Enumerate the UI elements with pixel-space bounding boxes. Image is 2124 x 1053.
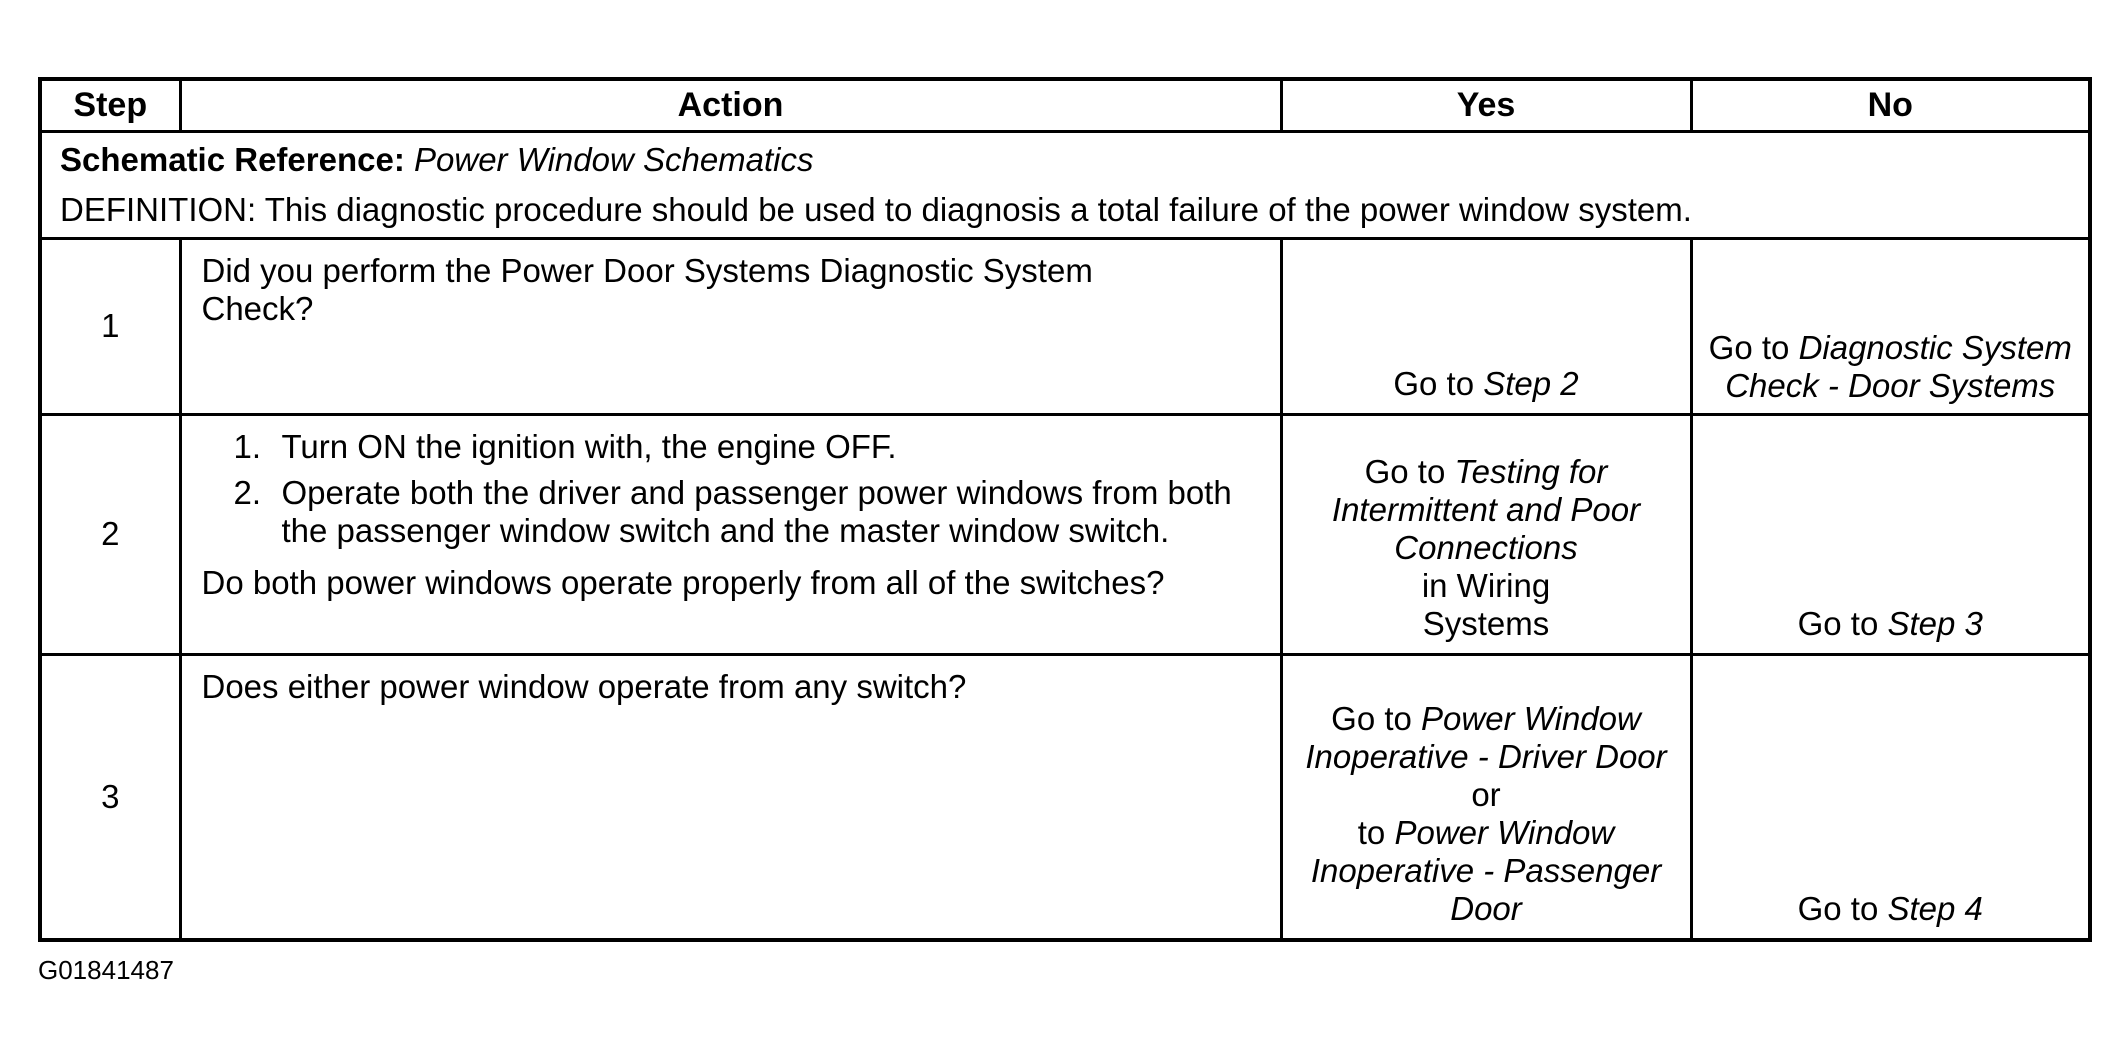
step-number: 1	[40, 238, 180, 414]
step-3-yes-connector: or	[1471, 776, 1501, 813]
info-row	[40, 131, 2090, 238]
step-3-no-prefix: Go to	[1797, 890, 1879, 927]
step-1-yes-link[interactable]: Step 2	[1483, 364, 1579, 402]
step-3-action	[180, 654, 1281, 940]
list-item	[234, 428, 1266, 466]
step-1-no	[1691, 238, 2090, 414]
step-2-yes	[1281, 414, 1691, 654]
step-1-action	[180, 238, 1281, 414]
definition-text: DEFINITION: This diagnostic procedure should be used to diagnosis a total failure of the power window system.	[60, 190, 1692, 228]
step-row-3	[40, 654, 2090, 940]
schematic-reference-label: Schematic Reference:	[60, 140, 405, 178]
step-3-no-link[interactable]: Step 4	[1887, 890, 1983, 927]
info-cell	[40, 131, 2090, 238]
substep-number: 1.	[233, 427, 262, 465]
step-1-no-prefix: Go to	[1708, 328, 1790, 366]
step-2-no	[1691, 414, 2090, 654]
step-1-yes-prefix: Go to	[1393, 364, 1475, 402]
substep-text: Turn ON the ignition with, the engine OFF.	[281, 427, 897, 465]
step-3-no	[1691, 654, 2090, 940]
substep-number: 2.	[233, 473, 262, 511]
step-1-question: Did you perform the Power Door Systems Diagnostic System Check?	[201, 251, 1093, 327]
list-item	[234, 474, 1266, 550]
step-2-yes-suffix: in Wiring Systems	[1421, 566, 1551, 642]
step-3-yes-link-passenger[interactable]: Power Window Inoperative - Passenger Door	[1310, 814, 1662, 927]
step-2-no-link[interactable]: Step 3	[1887, 604, 1983, 642]
step-2-action	[180, 414, 1281, 654]
step-3-yes-link-driver[interactable]: Power Window Inoperative - Driver Door	[1305, 700, 1667, 775]
figure-id: G01841487	[38, 955, 174, 985]
step-2-substeps	[202, 428, 1266, 558]
header-row	[40, 79, 2090, 131]
header-step: Step	[40, 79, 180, 131]
schematic-reference-link[interactable]: Power Window Schematics	[414, 140, 814, 178]
header-action: Action	[180, 79, 1281, 131]
diagnostic-table	[38, 77, 2092, 942]
step-3-yes-prefix: Go to	[1331, 700, 1412, 737]
step-2-yes-prefix: Go to	[1364, 452, 1446, 490]
step-1-no-link[interactable]: Diagnostic System Check - Door Systems	[1725, 328, 2072, 404]
step-number: 2	[40, 414, 180, 654]
step-row-1	[40, 238, 2090, 414]
step-number: 3	[40, 654, 180, 940]
header-yes: Yes	[1281, 79, 1691, 131]
step-3-yes-prefix2: to	[1357, 814, 1386, 851]
step-2-no-prefix: Go to	[1797, 604, 1879, 642]
schematic-reference	[60, 135, 2070, 185]
step-2-yes-link[interactable]: Testing for Intermittent and Poor Connections	[1331, 452, 1641, 566]
step-3-yes	[1281, 654, 1691, 940]
step-3-question: Does either power window operate from any switch?	[201, 667, 967, 705]
header-no: No	[1691, 79, 2090, 131]
step-row-2	[40, 414, 2090, 654]
substep-text: Operate both the driver and passenger power windows from both the passenger window switch and the master window switch.	[281, 473, 1232, 549]
step-2-question: Do both power windows operate properly from all of the switches?	[201, 563, 1165, 601]
step-1-yes	[1281, 238, 1691, 414]
